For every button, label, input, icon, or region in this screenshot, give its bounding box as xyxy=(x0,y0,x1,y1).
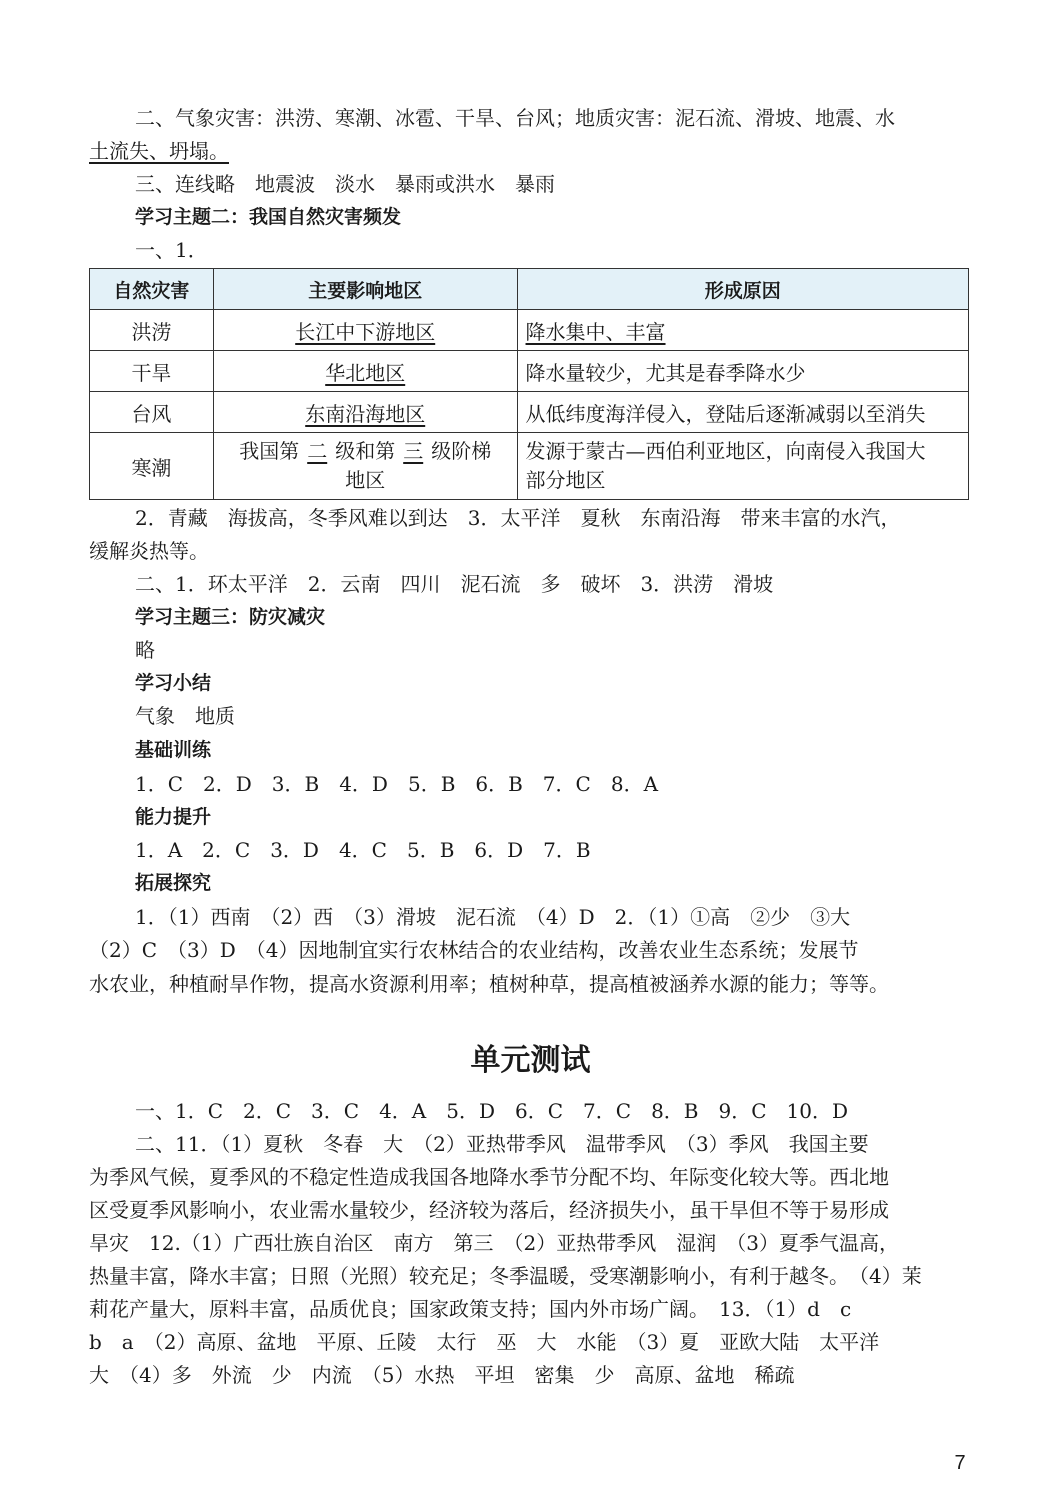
section-heading: 基础训练 xyxy=(135,739,212,761)
answer-line: 二、1．环太平洋 2．云南 四川 泥石流 多 破坏 3．洪涝 滑坡 xyxy=(135,572,774,596)
answer-line: b a （2）高原、盆地 平原、丘陵 太行 巫 大 水能 （3）夏 亚欧大陆 太平洋 xyxy=(89,1330,880,1354)
answer-line: 1．C 2．D 3．B 4．D 5．B 6．B 7．C 8．A xyxy=(135,772,659,796)
answer-line: （2）C （3）D （4）因地制宜实行农林结合的农业结构，改善农业生态系统；发展节 xyxy=(89,938,859,962)
unit-test-title: 单元测试 xyxy=(470,1043,591,1078)
cause-cell: 降水集中、丰富 xyxy=(525,319,666,344)
answer-line: 2．青藏 海拔高，冬季风难以到达 3．太平洋 夏秋 东南沿海 带来丰富的水汽， xyxy=(135,506,901,530)
answer-line: 为季风气候，夏季风的不稳定性造成我国各地降水季节分配不均、年际变化较大等。西北地 xyxy=(89,1165,889,1189)
answer-line: 一、1．C 2．C 3．C 4．A 5．D 6．C 7．C 8．B 9．C 10．D xyxy=(135,1099,848,1123)
disaster-cell: 寒潮 xyxy=(90,433,214,500)
table-header-row xyxy=(90,269,969,310)
disaster-cell: 干旱 xyxy=(90,351,214,392)
cause-cell: 发源于蒙古—西伯利亚地区，向南侵入我国大 部分地区 xyxy=(517,433,968,500)
answer-line: 区受夏季风影响小，农业需水量较少，经济较为落后，经济损失小，虽干旱但不等于易形成 xyxy=(89,1198,889,1222)
region-cell: 东南沿海地区 xyxy=(305,401,426,426)
answer-line: 二、气象灾害：洪涝、寒潮、冰雹、干旱、台风；地质灾害：泥石流、滑坡、地震、水 xyxy=(135,106,895,130)
disaster-table xyxy=(89,268,969,500)
answer-line: 1．A 2．C 3．D 4．C 5．B 6．D 7．B xyxy=(135,838,591,862)
answer-line: 三、连线略 地震波 淡水 暴雨或洪水 暴雨 xyxy=(135,172,555,196)
table-row xyxy=(90,310,969,351)
answer-line: 二、11．（1）夏秋 冬春 大 （2）亚热带季风 温带季风 （3）季风 我国主要 xyxy=(135,1132,869,1156)
table-header: 自然灾害 xyxy=(90,269,214,310)
table-row xyxy=(90,392,969,433)
answer-line: 缓解炎热等。 xyxy=(89,539,209,563)
answer-line: 1．（1）西南 （2）西 （3）滑坡 泥石流 （4）D 2．（1）①高 ②少 ③大 xyxy=(135,905,851,929)
cause-cell: 降水量较少，尤其是春季降水少 xyxy=(517,351,968,392)
disaster-cell: 洪涝 xyxy=(90,310,214,351)
table-row xyxy=(90,351,969,392)
answer-line: 气象 地质 xyxy=(135,704,235,728)
answer-line: 大 （4）多 外流 少 内流 （5）水热 平坦 密集 少 高原、盆地 稀疏 xyxy=(89,1363,795,1387)
answer-line: 热量丰富，降水丰富；日照（光照）较充足；冬季温暖，受寒潮影响小，有利于越冬。 （4）茉 xyxy=(89,1264,922,1288)
cause-cell: 从低纬度海洋侵入，登陆后逐渐减弱以至消失 xyxy=(517,392,968,433)
region-cell: 华北地区 xyxy=(325,360,406,385)
answer-line: 土流失、坍塌。 xyxy=(89,139,229,163)
answer-line: 一、1． xyxy=(135,238,208,262)
region-cell: 我国第 二 级和第 三 级阶梯 地区 xyxy=(213,433,517,500)
region-cell: 长江中下游地区 xyxy=(295,319,436,344)
section-heading: 能力提升 xyxy=(135,806,212,828)
table-row xyxy=(90,433,969,500)
answer-line: 水农业，种植耐旱作物，提高水资源利用率；植树种草，提高植被涵养水源的能力；等等。 xyxy=(89,972,889,996)
section-heading: 学习主题三：防灾减灾 xyxy=(135,606,326,628)
answer-line: 莉花产量大，原料丰富，品质优良；国家政策支持；国内外市场广阔。 13．（1）d c xyxy=(89,1297,852,1321)
disaster-cell: 台风 xyxy=(90,392,214,433)
answer-line: 略 xyxy=(135,638,155,662)
section-heading: 拓展探究 xyxy=(135,872,212,894)
section-heading: 学习小结 xyxy=(135,672,212,694)
table-header: 主要影响地区 xyxy=(213,269,517,310)
section-heading: 学习主题二：我国自然灾害频发 xyxy=(135,206,402,228)
page-number: 7 xyxy=(954,1452,966,1474)
answer-line: 旱灾 12.（1）广西壮族自治区 南方 第三 （2）亚热带季风 湿润 （3）夏季气温高， xyxy=(89,1231,899,1255)
table-header: 形成原因 xyxy=(517,269,968,310)
